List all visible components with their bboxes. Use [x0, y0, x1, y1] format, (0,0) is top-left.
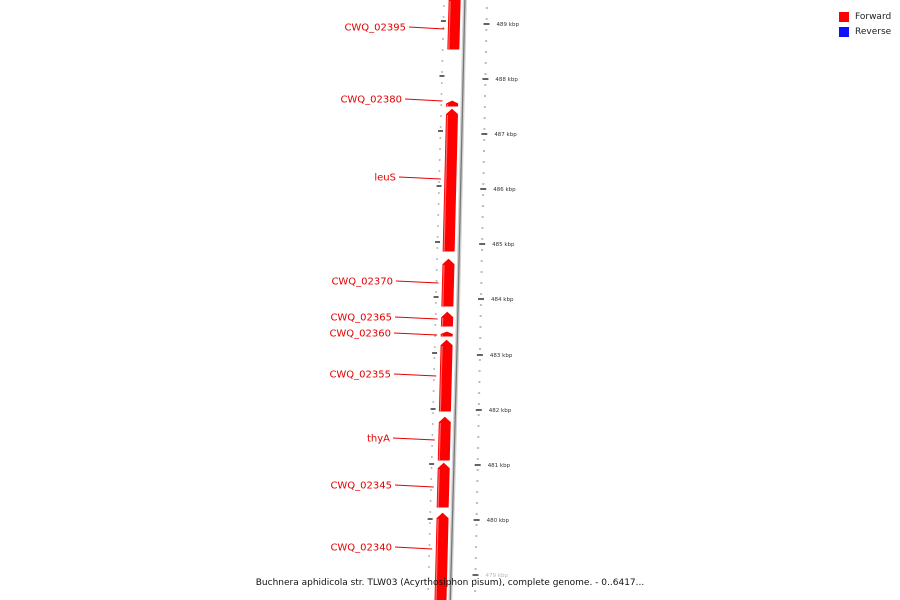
- gene-labels: [329, 23, 444, 554]
- tick-label: 479 kbp: [485, 573, 508, 579]
- map-caption: Buchnera aphidicola str. TLW03 (Acyrthosiphon pisum), complete genome. - 0..6417...: [255, 578, 645, 588]
- legend-label: Reverse: [855, 26, 892, 37]
- tick-label: 485 kbp: [492, 242, 515, 248]
- tick-label: 483 kbp: [489, 353, 513, 359]
- gene-label[interactable]: CWQ_02380: [340, 94, 402, 106]
- gene-label[interactable]: CWQ_02355: [329, 369, 391, 381]
- gene-leader-line: [395, 547, 432, 549]
- gene-leader-line: [394, 374, 436, 376]
- legend-item-forward: [839, 9, 891, 24]
- tick-label: 489 kbp: [496, 22, 519, 28]
- tick-label: 486 kbp: [493, 187, 516, 193]
- gene-leader-line: [395, 317, 438, 319]
- forward-swatch: [839, 12, 849, 22]
- gene-label[interactable]: CWQ_02395: [344, 22, 406, 34]
- tick-label: 481 kbp: [487, 463, 511, 469]
- tick-label: 482 kbp: [488, 408, 512, 414]
- gene-label[interactable]: CWQ_02345: [330, 480, 392, 492]
- legend-label: Forward: [855, 11, 892, 22]
- gene-leader-line: [393, 438, 435, 440]
- gene-label[interactable]: thyA: [366, 433, 390, 445]
- gene-leader-line: [399, 177, 441, 179]
- gene-leader-line: [396, 281, 438, 283]
- tick-label: 488 kbp: [495, 77, 518, 83]
- gene-label[interactable]: CWQ_02370: [331, 276, 393, 288]
- gene-leader-line: [409, 27, 444, 29]
- gene-label[interactable]: CWQ_02365: [330, 312, 392, 324]
- tick-label: 480 kbp: [486, 518, 510, 524]
- gene-leader-line: [405, 99, 443, 101]
- tick-label: 487 kbp: [494, 132, 517, 138]
- gene-label[interactable]: CWQ_02340: [330, 542, 392, 554]
- gene-arrow-cwq_02360[interactable]: [440, 331, 453, 337]
- gene-label[interactable]: CWQ_02360: [329, 328, 391, 340]
- gene-leader-line: [394, 333, 437, 335]
- legend: [839, 9, 891, 39]
- reverse-swatch: [839, 27, 849, 37]
- tick-label: 484 kbp: [491, 297, 514, 303]
- legend-item-reverse: [839, 24, 891, 39]
- gene-leader-line: [395, 485, 434, 487]
- gene-label[interactable]: leuS: [374, 172, 396, 184]
